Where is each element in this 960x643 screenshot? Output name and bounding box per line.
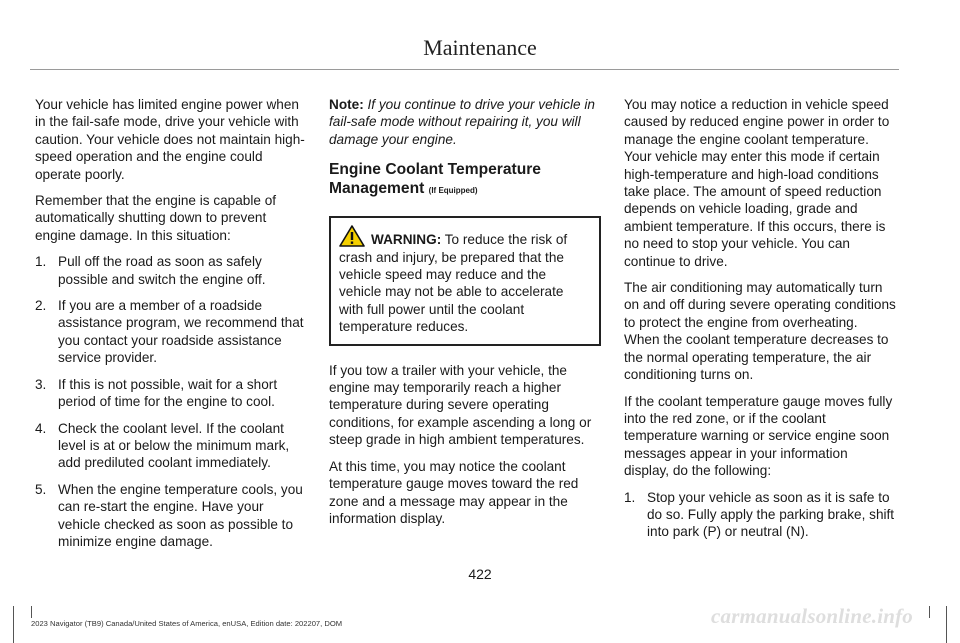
watermark: carmanualsonline.info bbox=[711, 604, 913, 628]
paragraph-towing: If you tow a trailer with your vehicle, the engine may temporarily reach a higher temperature during severe operating conditions, for example ascending a long or steep grade in high ambient temperatures. bbox=[329, 362, 592, 448]
steps-list-right bbox=[624, 489, 896, 541]
step-number: 3. bbox=[35, 376, 47, 392]
list-item bbox=[35, 481, 307, 551]
crop-mark-right bbox=[946, 606, 947, 643]
step-text: When the engine temperature cools, you can re-start the engine. Have your vehicle checked as soon as possible to minimize engine damage. bbox=[58, 481, 303, 549]
paragraph-speed-reduction: You may notice a reduction in vehicle speed caused by reduced engine power in order to manage the engine coolant temperature. Your vehicle may enter this mode if certain high-temperature and high-load conditions take place. The amount of speed reduction depends on vehicle loading, grade and ambient temperature. If this occurs, there is no need to stop your vehicle. You can continue to drive. bbox=[624, 97, 890, 269]
crop-mark-center-left bbox=[31, 606, 32, 618]
step-text: Pull off the road as soon as safely possible and switch the engine off. bbox=[58, 254, 266, 287]
step-text: If you are a member of a roadside assistance program, we recommend that you contact your roadside assistance service provider. bbox=[58, 298, 304, 366]
section-heading-text: Engine Coolant Temperature Management bbox=[329, 161, 541, 198]
steps-list-left bbox=[35, 253, 307, 550]
step-number: 1. bbox=[35, 254, 47, 270]
note-label: Note: bbox=[329, 97, 364, 112]
warning-text: To reduce the risk of crash and injury, be prepared that the vehicle speed may reduce and the vehicle may not be able to accelerate with full power until the coolant temperature reduces. bbox=[339, 232, 568, 335]
paragraph-gauge-notice: At this time, you may notice the coolant temperature gauge moves toward the red zone and a message may appear in the information display. bbox=[329, 458, 579, 526]
list-item bbox=[624, 489, 896, 541]
step-number: 5. bbox=[35, 481, 47, 497]
step-text: Check the coolant level. If the coolant level is at or below the minimum mark, add prediluted coolant immediately. bbox=[58, 420, 290, 471]
column-right bbox=[624, 96, 896, 550]
page-number: 422 bbox=[468, 566, 492, 582]
column-middle bbox=[329, 96, 601, 536]
list-item bbox=[35, 297, 307, 367]
if-equipped-label: (If Equipped) bbox=[428, 186, 478, 196]
column-left bbox=[35, 96, 307, 559]
list-item bbox=[35, 420, 307, 472]
note-paragraph bbox=[329, 96, 601, 148]
crop-mark-left bbox=[13, 606, 14, 643]
warning-triangle-icon bbox=[339, 225, 365, 247]
step-number: 4. bbox=[35, 420, 47, 436]
paragraph-fail-safe: Your vehicle has limited engine power when in the fail-safe mode, drive your vehicle with caution. Your vehicle does not maintain high-speed operation and the engine could operate poorly. bbox=[35, 97, 305, 182]
step-text: Stop your vehicle as soon as it is safe to do so. Fully apply the parking brake, shift into park (P) or neutral (N). bbox=[647, 489, 895, 540]
crop-mark-center-right bbox=[929, 606, 930, 618]
warning-box bbox=[329, 216, 601, 345]
paragraph-shutdown: Remember that the engine is capable of automatically shutting down to prevent engine damage. In this situation: bbox=[35, 193, 277, 243]
step-number: 1. bbox=[624, 489, 636, 505]
warning-label: WARNING: bbox=[371, 232, 442, 248]
page-header-title: Maintenance bbox=[423, 35, 537, 60]
footer-edition-info: 2023 Navigator (TB9) Canada/United States of America, enUSA, Edition date: 202207, DOM bbox=[31, 619, 343, 628]
step-text: If this is not possible, wait for a short period of time for the engine to cool. bbox=[58, 376, 278, 410]
section-heading bbox=[329, 160, 601, 200]
list-item bbox=[35, 376, 307, 411]
note-text: If you continue to drive your vehicle in fail-safe mode without repairing it, you will damage your engine. bbox=[329, 97, 595, 147]
paragraph-red-zone: If the coolant temperature gauge moves fully into the red zone, or if the coolant temperature warning or service engine soon messages appear in your information display, do the following: bbox=[624, 393, 893, 479]
paragraph-air-conditioning: The air conditioning may automatically turn on and off during severe operating conditions to protect the engine from overheating. When the coolant temperature decreases to the normal operating temperature, the air conditioning turns on. bbox=[624, 280, 896, 383]
step-number: 2. bbox=[35, 298, 47, 314]
list-item bbox=[35, 253, 307, 288]
header-divider bbox=[30, 69, 899, 70]
